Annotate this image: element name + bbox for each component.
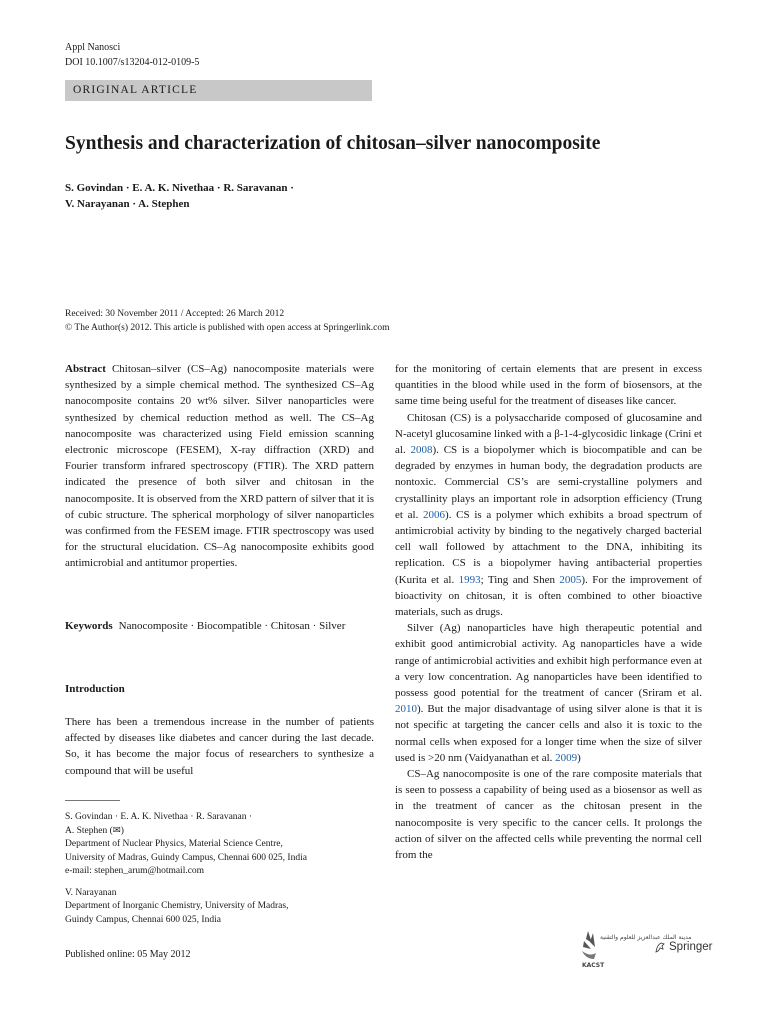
affiliations: [65, 811, 307, 935]
introduction-text: [65, 714, 374, 779]
copyright-notice: © The Author(s) 2012. This article is published with open access at Springerlink.com: [65, 323, 390, 333]
citation-link[interactable]: 1993: [458, 573, 481, 586]
author-line: V. Narayanan · A. Stephen: [65, 198, 190, 210]
text-run: Silver (Ag) nanoparticles have high therapeutic potential and exhibit good antimicrobial activity. Ag nanoparticles have a wide range of antimicrobial activities and exhibit high performance even at a very low concentration. Ag nanoparticles have been identified to possess good potential for the treatment of cancer (Sriram et al.: [395, 622, 702, 700]
journal-name: Appl Nanosci: [65, 42, 121, 53]
paragraph: for the monitoring of certain elements that are present in excess quantities in the blood while used in the form of biosensors, at the same time being useful for the treatment of diseases like cancer.: [395, 363, 702, 408]
kacst-arabic-text: مدينة الملك عبدالعزيز للعلوم والتقنية: [600, 934, 692, 941]
doi: DOI 10.1007/s13204-012-0109-5: [65, 57, 200, 68]
text-run: ): [577, 751, 581, 764]
abstract-label: Abstract: [65, 363, 106, 375]
affil-line: S. Govindan · E. A. K. Nivethaa · R. Saravanan ·: [65, 812, 253, 822]
article-title: Synthesis and characterization of chitosan–silver nanocomposite: [65, 133, 601, 154]
text-run: Chitosan (CS) is a polysaccharide composed of glucosamine and N-acetyl glucosamine linked with a β-1-4-glycosidic linkage (Crini et al.: [395, 411, 702, 457]
keywords: [65, 618, 374, 634]
text-run: ). For the improvement of bioactivity on chitosan, it is often combined to other bioactive materials, such as drugs.: [395, 573, 702, 619]
text-run: ; Ting and Shen: [480, 573, 560, 586]
citation-link[interactable]: 2010: [395, 703, 417, 716]
springer-logo: [654, 941, 712, 953]
publisher-logos: [580, 927, 713, 969]
text-run: ). CS is a polymer which exhibits a broad spectrum of antimicrobial activity by binding to the negatively charged bacterial cell wall followed by attachment to the DNA, inhibiting its replication. CS is a biopolymer having antibacterial properties (Kurita et al.: [395, 508, 702, 586]
journal-header: [65, 40, 199, 70]
affil-line: University of Madras, Guindy Campus, Chennai 600 025, India: [65, 852, 307, 863]
body-text-right: [395, 361, 702, 863]
citation-link[interactable]: 2006: [423, 508, 446, 521]
springer-horse-icon: [654, 941, 666, 953]
text-run: ). But the major disadvantage of using silver alone is that it is not specific at targeting the cancer cells and also it is toxic to the normal cells when exposed for a longer time when the size of silver used is >20 nm (Vaidyanathan et al.: [395, 703, 702, 764]
citation-link[interactable]: 2008: [410, 444, 433, 457]
kacst-latin-text: KACST: [582, 962, 605, 969]
paragraph: CS–Ag nanocomposite is one of the rare composite materials that is seen to possess a capability of being used as a biosensor as well as in the treatment of cancer as the chitosan present in the nanocomposite is very specific to the cancer cells. It prolongs the action of silver on the affected cells while preventing the normal cell from the: [395, 768, 702, 862]
affil-line: Department of Nuclear Physics, Material Science Centre,: [65, 839, 283, 849]
affil-line: Department of Inorganic Chemistry, University of Madras,: [65, 901, 289, 911]
text-run: ). CS is a biopolymer which is biocompatible and can be degraded by enzymes in human body, the degradation products are nontoxic. Commercial CS’s are semi-crystalline polymers and crystallinity plays an important role in adsorption efficiency (Trung et al.: [395, 444, 702, 521]
affil-line: V. Narayanan: [65, 887, 117, 898]
springer-text: Springer: [669, 941, 713, 953]
received-info: [65, 307, 390, 335]
author-line: S. Govindan · E. A. K. Nivethaa · R. Saravanan ·: [65, 182, 294, 194]
citation-link[interactable]: 2005: [559, 573, 582, 586]
received-dates: Received: 30 November 2011 / Accepted: 26 March 2012: [65, 309, 285, 319]
paragraph: [395, 620, 702, 766]
abstract: [65, 361, 374, 572]
paragraph: There has been a tremendous increase in the number of patients affected by diseases like diabetes and cancer during the last decade. So, it has become the major focus of researchers to synthesize a compound that will be useful: [65, 716, 374, 777]
published-date: Published online: 05 May 2012: [65, 949, 191, 960]
section-heading-introduction: Introduction: [65, 683, 125, 695]
citation-link[interactable]: 2009: [555, 751, 578, 764]
affil-line: A. Stephen (✉): [65, 825, 124, 836]
email[interactable]: e-mail: stephen_arum@hotmail.com: [65, 866, 205, 876]
footnote-divider: [65, 800, 120, 801]
abstract-text: Chitosan–silver (CS–Ag) nanocomposite materials were synthesized by a simple chemical method. The synthesized CS–Ag nanocomposite contains 20 wt% silver. Silver nanoparticles were synthesized by chemical reduction method as well. The CS–Ag nanocomposite was characterized using Field emission scanning electronic microscope (FESEM), X-ray diffraction (XRD) and Fourier transform infrared spectroscopy (FTIR). The XRD pattern indicated the presence of both silver and chitosan in the nanocomposite. It is observed from the XRD pattern of silver that it is of cubic structure. The spherical morphology of silver nanoparticles was confirmed from the FESEM image. FTIR spectroscopy was used for the structural elucidation. CS–Ag nanocomposite exhibits good antimicrobial and antitumor properties.: [65, 363, 374, 570]
affil-line: Guindy Campus, Chennai 600 025, India: [65, 914, 221, 925]
author-list: [65, 180, 294, 212]
keywords-text: Nanocomposite · Biocompatible · Chitosan · Silver: [118, 620, 346, 632]
paragraph: [395, 410, 702, 621]
keywords-label: Keywords: [65, 620, 113, 632]
article-type-badge: ORIGINAL ARTICLE: [65, 80, 372, 101]
